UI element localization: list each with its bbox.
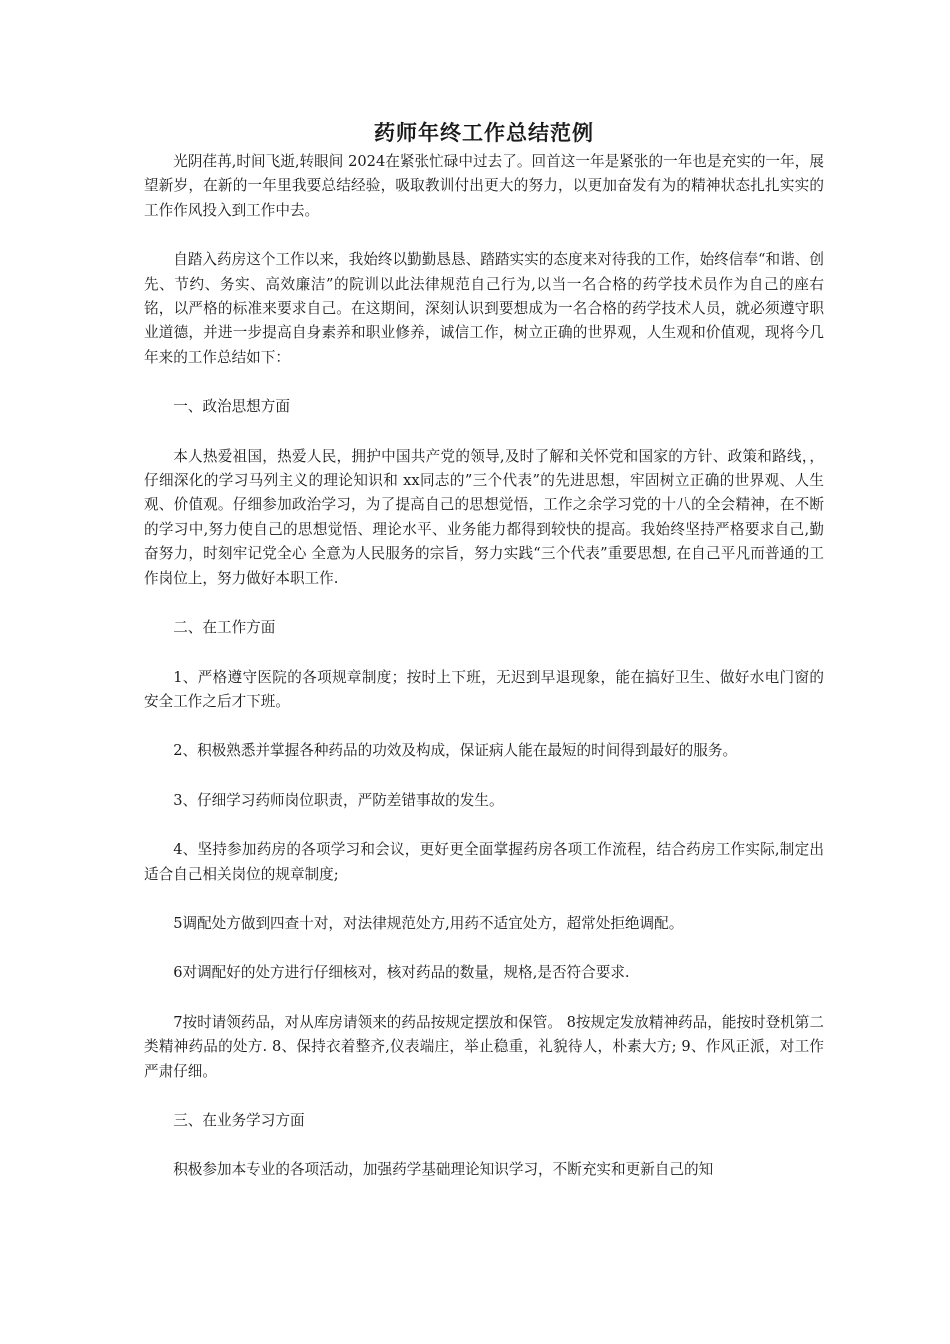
paragraph-work-item: 7按时请领药品，对从库房请领来的药品按规定摆放和保管。 8按规定发放精神药品，能按时登机第二类精神药品的处方. 8、保持衣着整齐,仪表端庄，举止稳重，礼貌待人，朴素大方; 9、作风正派，对工作严肃仔细。 [144,1013,824,1080]
document-title: 药师年终工作总结范例 [374,121,594,145]
paragraph-work-item: 2、积极熟悉并掌握各种药品的功效及构成，保证病人能在最短的时间得到最好的服务。 [173,742,738,760]
section-heading-work: 二、在工作方面 [173,619,276,637]
paragraph-work-item: 5调配处方做到四查十对，对法律规范处方,用药不适宜处方，超常处拒绝调配。 [173,914,684,932]
paragraph-study: 积极参加本专业的各项活动，加强药学基础理论知识学习，不断充实和更新自己的知 [173,1161,714,1179]
paragraph-overview: 自踏入药房这个工作以来，我始终以勤勤恳恳、踏踏实实的态度来对待我的工作，始终信奉“和谐、创先、节约、务实、高效廉洁”的院训以此法律规范自己行为,以当一名合格的药学技术员作为自己的座右铭，以严格的标准来要求自己。在这期间，深刻认识到要想成为一名合格的药学技术人员，就必须遵守职业道德，并进一步提高自身素养和职业修养，诚信工作，树立正确的世界观，人生观和价值观，现将今几年来的工作总结如下： [144,251,824,366]
paragraph-work-item: 1、严格遵守医院的各项规章制度；按时上下班，无迟到早退现象，能在搞好卫生、做好水电门窗的安全工作之后才下班。 [144,668,824,710]
paragraph-work-item: 4、坚持参加药房的各项学习和会议，更好更全面掌握药房各项工作流程，结合药房工作实际,制定出适合自己相关岗位的规章制度; [144,841,824,883]
paragraph-work-item: 3、仔细学习药师岗位职责，严防差错事故的发生。 [173,791,504,809]
paragraph-work-item: 6对调配好的处方进行仔细核对，核对药品的数量，规格,是否符合要求. [173,964,630,982]
paragraph-political: 本人热爱祖国，热爱人民，拥护中国共产党的领导,及时了解和关怀党和国家的方针、政策和路线，，仔细深化的学习马列主义的理论知识和 xx同志的”三个代表”的先进思想，牢固树立正确的世界观、人生观、价值观。仔细参加政治学习，为了提高自己的思想觉悟，工作之余学习党的十八的全会精神，在不断的学习中,努力使自己的思想觉悟、理论水平、业务能力都得到较快的提高。我始终坚持严格要求自己,勤奋努力，时刻牢记党全心 全意为人民服务的宗旨，努力实践“三个代表”重要思想, 在自己平凡而普通的工作岗位上，努力做好本职工作. [144,447,824,587]
paragraph-intro: 光阴荏苒,时间飞逝,转眼间 2024在紧张忙碌中过去了。回首这一年是紧张的一年也是充实的一年，展望新岁，在新的一年里我要总结经验，吸取教训付出更大的努力，以更加奋发有为的精神状态扎扎实实的工作作风投入到工作中去。 [144,153,824,219]
document-page [144,118,824,1208]
document-body [144,150,824,1183]
section-heading-political: 一、政治思想方面 [173,398,290,416]
section-heading-study: 三、在业务学习方面 [173,1111,305,1129]
